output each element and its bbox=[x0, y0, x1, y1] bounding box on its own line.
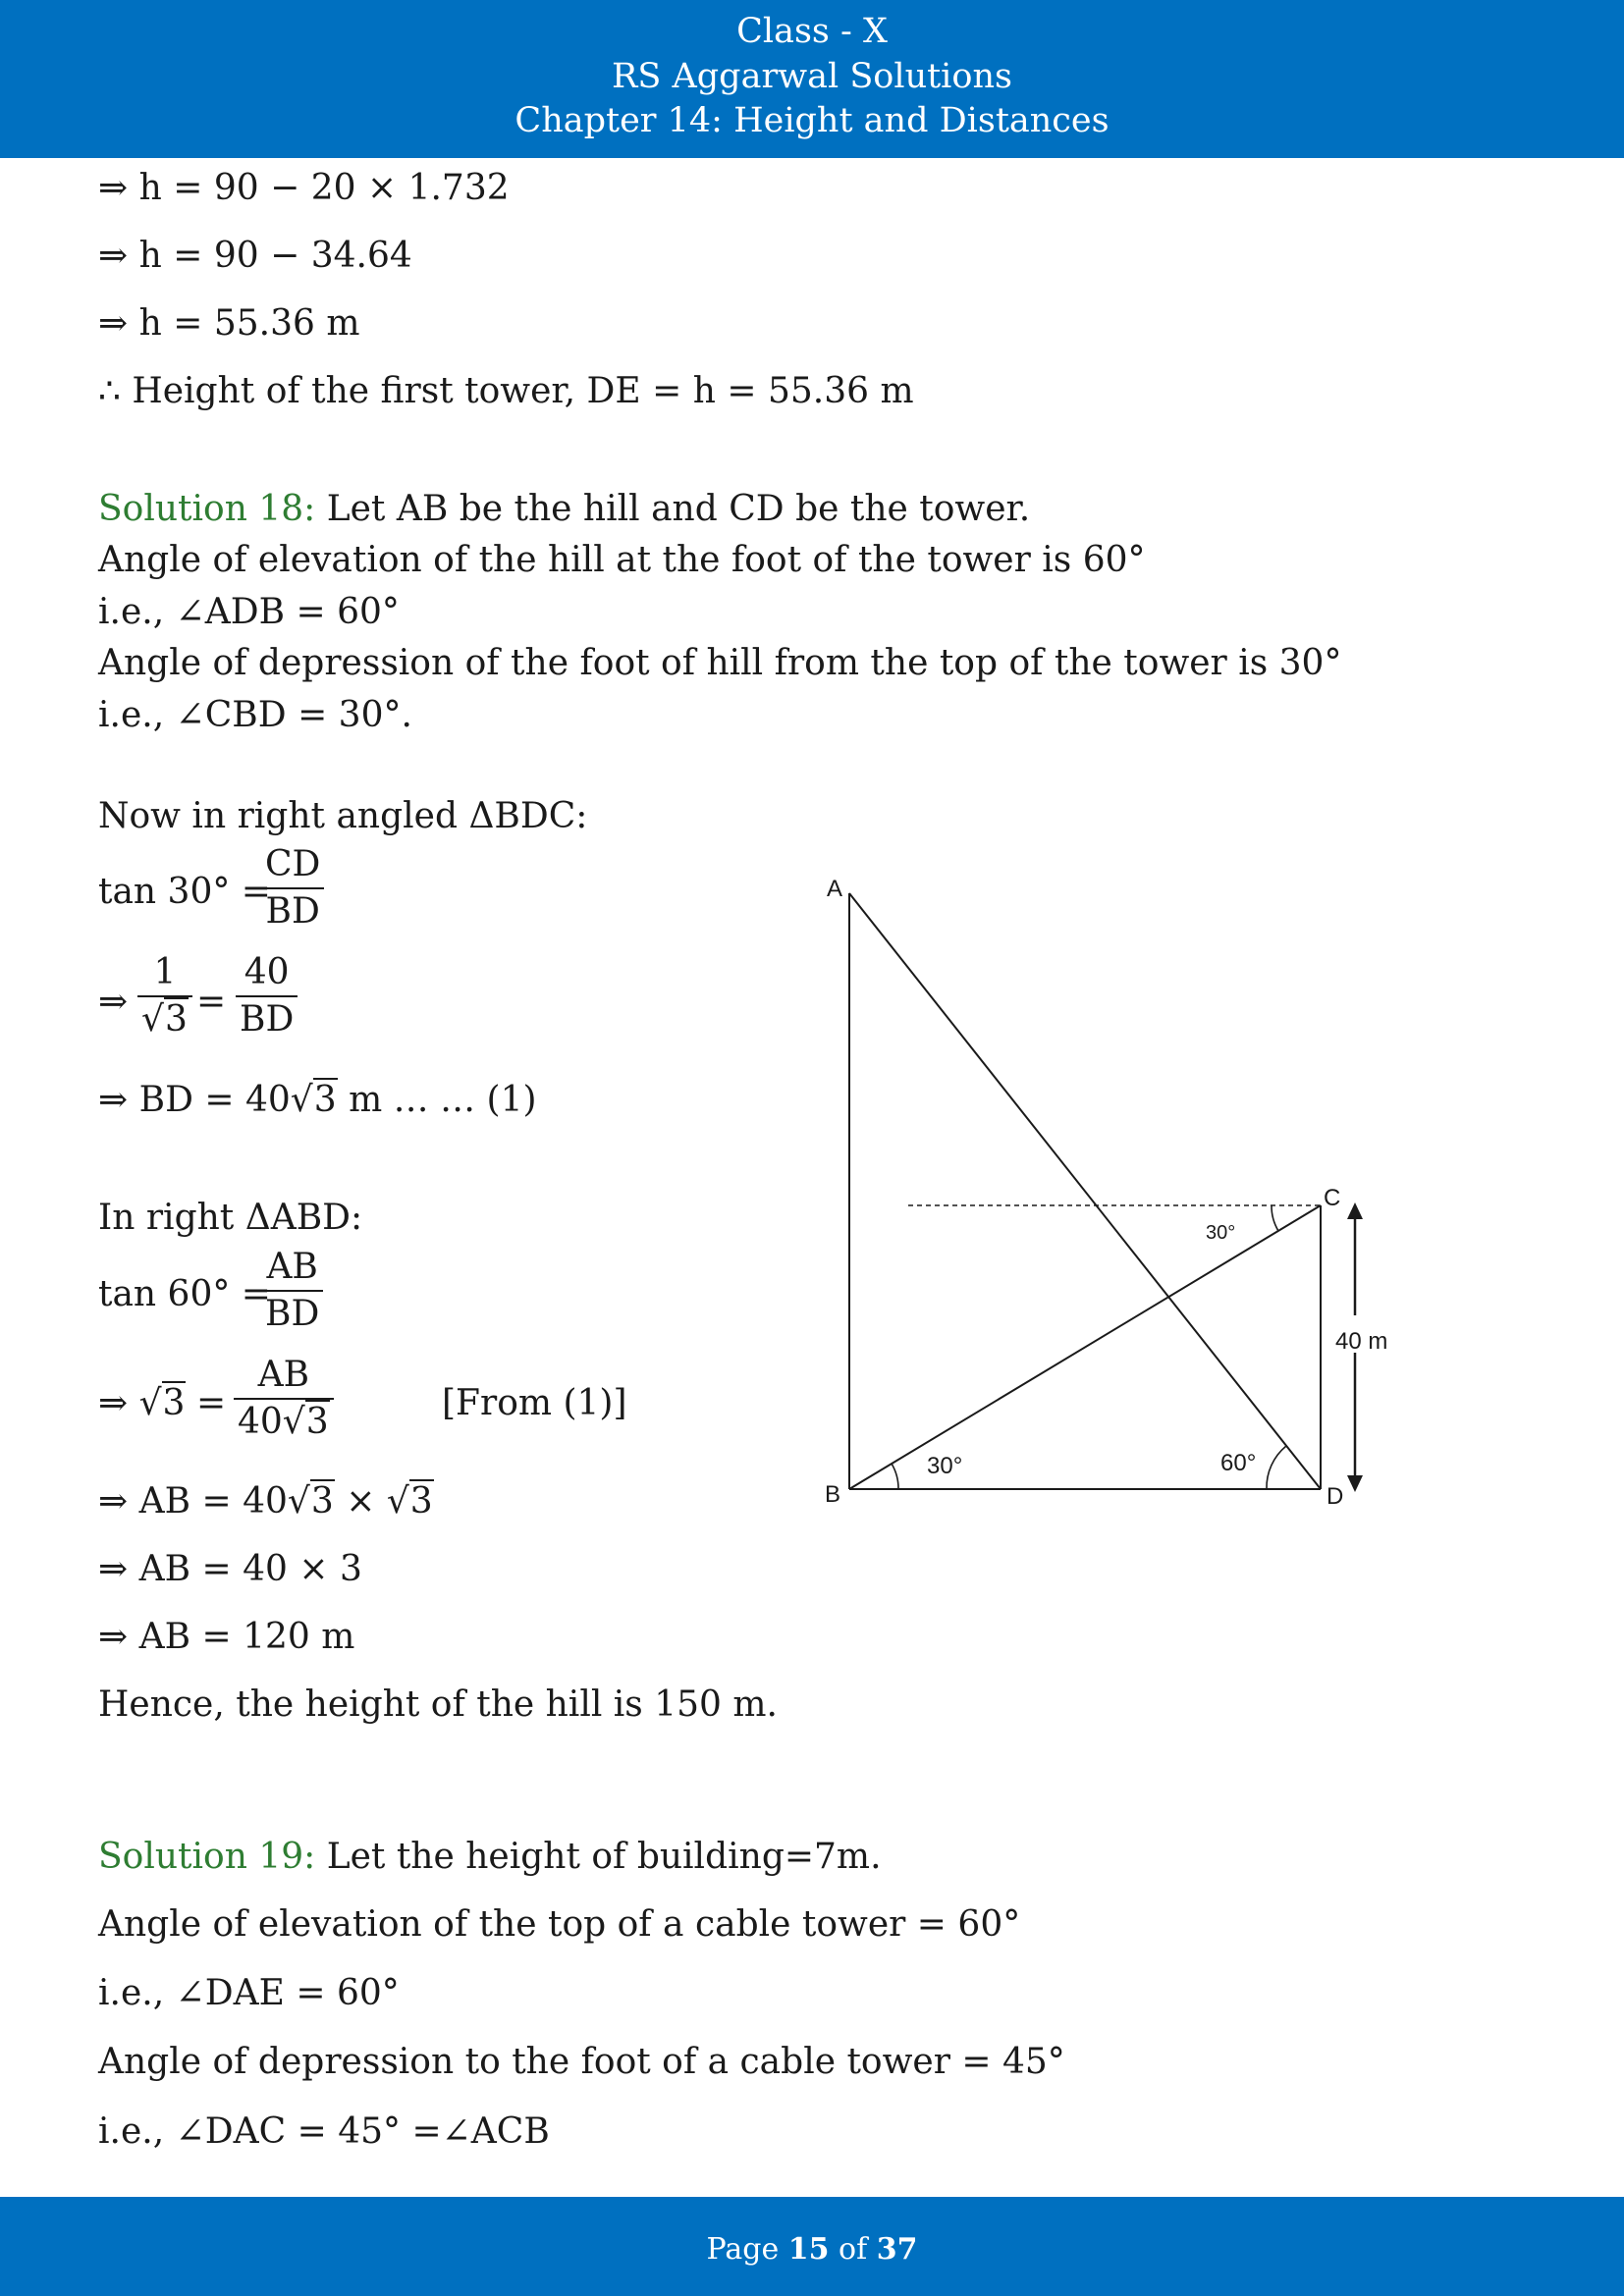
tan30-fraction bbox=[261, 842, 324, 934]
angle-label-d: 60° bbox=[1220, 1450, 1257, 1476]
ab-line-3: ⇒ AB = 120 m bbox=[98, 1617, 355, 1657]
step1-arrow: ⇒ bbox=[98, 982, 129, 1022]
angle-arc-d bbox=[1267, 1446, 1286, 1489]
calc-line-1: ⇒ h = 90 − 20 × 1.732 bbox=[98, 168, 510, 208]
tan60-denominator: BD bbox=[261, 1290, 323, 1337]
step2-equals: = bbox=[196, 1383, 227, 1423]
solution-19-heading: Solution 19: bbox=[98, 1837, 316, 1877]
ab-line-1-mid: × √ bbox=[334, 1481, 409, 1522]
step1-radicand: 3 bbox=[164, 999, 188, 1040]
angle-arc-c bbox=[1272, 1205, 1278, 1231]
page-indicator bbox=[0, 2230, 1624, 2269]
solution-18-heading: Solution 18: bbox=[98, 489, 316, 529]
s18-line-5: i.e., ∠CBD = 30°. bbox=[98, 695, 412, 735]
step1-right-fraction bbox=[236, 950, 298, 1042]
page-total: 37 bbox=[876, 2232, 918, 2267]
s18-line-2: Angle of elevation of the hill at the foot of the tower is 60° bbox=[98, 540, 1146, 580]
page-header bbox=[0, 0, 1624, 158]
angle-label-b: 30° bbox=[927, 1453, 963, 1479]
angle-arc-b bbox=[892, 1464, 898, 1489]
page-prefix: Page bbox=[706, 2232, 788, 2267]
s18-right-abd: In right ΔABD: bbox=[98, 1198, 363, 1238]
vertex-label-d: D bbox=[1326, 1483, 1344, 1510]
step2-lhs-prefix: ⇒ √ bbox=[98, 1383, 162, 1423]
line-bc bbox=[849, 1205, 1321, 1489]
ab-line-1-radicand-1: 3 bbox=[310, 1481, 334, 1522]
height-label: 40 m bbox=[1335, 1328, 1388, 1355]
angle-label-c: 30° bbox=[1206, 1222, 1236, 1244]
step2-denominator-radicand: 3 bbox=[305, 1402, 329, 1442]
step2-denominator-prefix: 40√ bbox=[238, 1402, 305, 1442]
solution-18-intro-text: Let AB be the hill and CD be the tower. bbox=[315, 489, 1031, 529]
s19-line-5: i.e., ∠DAC = 45° =∠ACB bbox=[98, 2111, 550, 2152]
s19-line-4: Angle of depression to the foot of a cable tower = 45° bbox=[98, 2042, 1065, 2082]
step1-left-fraction bbox=[137, 950, 192, 1042]
vertex-label-c: C bbox=[1324, 1185, 1341, 1211]
step2-lhs bbox=[98, 1381, 186, 1426]
step2-denominator bbox=[234, 1398, 334, 1445]
vertex-label-a: A bbox=[827, 876, 843, 902]
bd-result-radicand: 3 bbox=[313, 1080, 337, 1120]
hill-tower-diagram bbox=[805, 864, 1434, 1531]
ab-line-1 bbox=[98, 1479, 434, 1524]
s19-line-3: i.e., ∠DAE = 60° bbox=[98, 1973, 400, 2013]
tan60-lhs: tan 60° = bbox=[98, 1274, 271, 1314]
bd-result-suffix: m … … (1) bbox=[337, 1080, 537, 1120]
header-chapter: Chapter 14: Height and Distances bbox=[514, 101, 1110, 140]
step2-numerator: AB bbox=[257, 1355, 310, 1395]
step1-left-denominator: √3 bbox=[137, 995, 192, 1042]
step2-reference: [From (1)] bbox=[442, 1383, 627, 1423]
step2-fraction bbox=[234, 1353, 334, 1445]
tan60-numerator: AB bbox=[266, 1247, 318, 1287]
step1-left-numerator: 1 bbox=[153, 952, 177, 992]
solution-19-intro bbox=[98, 1835, 882, 1880]
ab-line-1-radicand-2: 3 bbox=[409, 1481, 433, 1522]
header-book-title: RS Aggarwal Solutions bbox=[612, 57, 1012, 96]
ab-line-1-prefix: ⇒ AB = 40√ bbox=[98, 1481, 310, 1522]
tan30-numerator: CD bbox=[265, 844, 321, 884]
calc-line-2: ⇒ h = 90 − 34.64 bbox=[98, 236, 412, 276]
ab-line-2: ⇒ AB = 40 × 3 bbox=[98, 1549, 362, 1589]
tan60-fraction bbox=[261, 1245, 323, 1337]
header-class: Class - X bbox=[736, 12, 888, 51]
s19-line-2: Angle of elevation of the top of a cable tower = 60° bbox=[98, 1904, 1021, 1945]
dimension-arrow-up bbox=[1347, 1202, 1363, 1219]
s18-line-4: Angle of depression of the foot of hill from the top of the tower is 30° bbox=[98, 643, 1342, 683]
tan30-lhs: tan 30° = bbox=[98, 872, 271, 912]
calc-result: ∴ Height of the first tower, DE = h = 55.36 m bbox=[98, 371, 914, 411]
vertex-label-b: B bbox=[825, 1481, 841, 1508]
page-footer bbox=[0, 2197, 1624, 2296]
calc-line-3: ⇒ h = 55.36 m bbox=[98, 303, 360, 344]
bd-result-prefix: ⇒ BD = 40√ bbox=[98, 1080, 313, 1120]
page-current: 15 bbox=[787, 2232, 830, 2267]
tan30-denominator: BD bbox=[262, 887, 324, 934]
step2-lhs-radicand: 3 bbox=[162, 1383, 186, 1423]
line-ad bbox=[849, 893, 1321, 1489]
step1-equals: = bbox=[196, 982, 227, 1022]
solution-18-intro bbox=[98, 487, 1030, 532]
s18-line-3: i.e., ∠ADB = 60° bbox=[98, 592, 400, 632]
bd-result bbox=[98, 1078, 537, 1123]
s18-conclusion: Hence, the height of the hill is 150 m. bbox=[98, 1684, 778, 1725]
step1-right-numerator: 40 bbox=[244, 952, 290, 992]
solution-19-intro-text: Let the height of building=7m. bbox=[315, 1837, 882, 1877]
dimension-arrow-down bbox=[1347, 1475, 1363, 1492]
page-of: of bbox=[829, 2232, 877, 2267]
s18-line-6: Now in right angled ΔBDC: bbox=[98, 796, 588, 836]
step1-right-denominator: BD bbox=[236, 995, 298, 1042]
